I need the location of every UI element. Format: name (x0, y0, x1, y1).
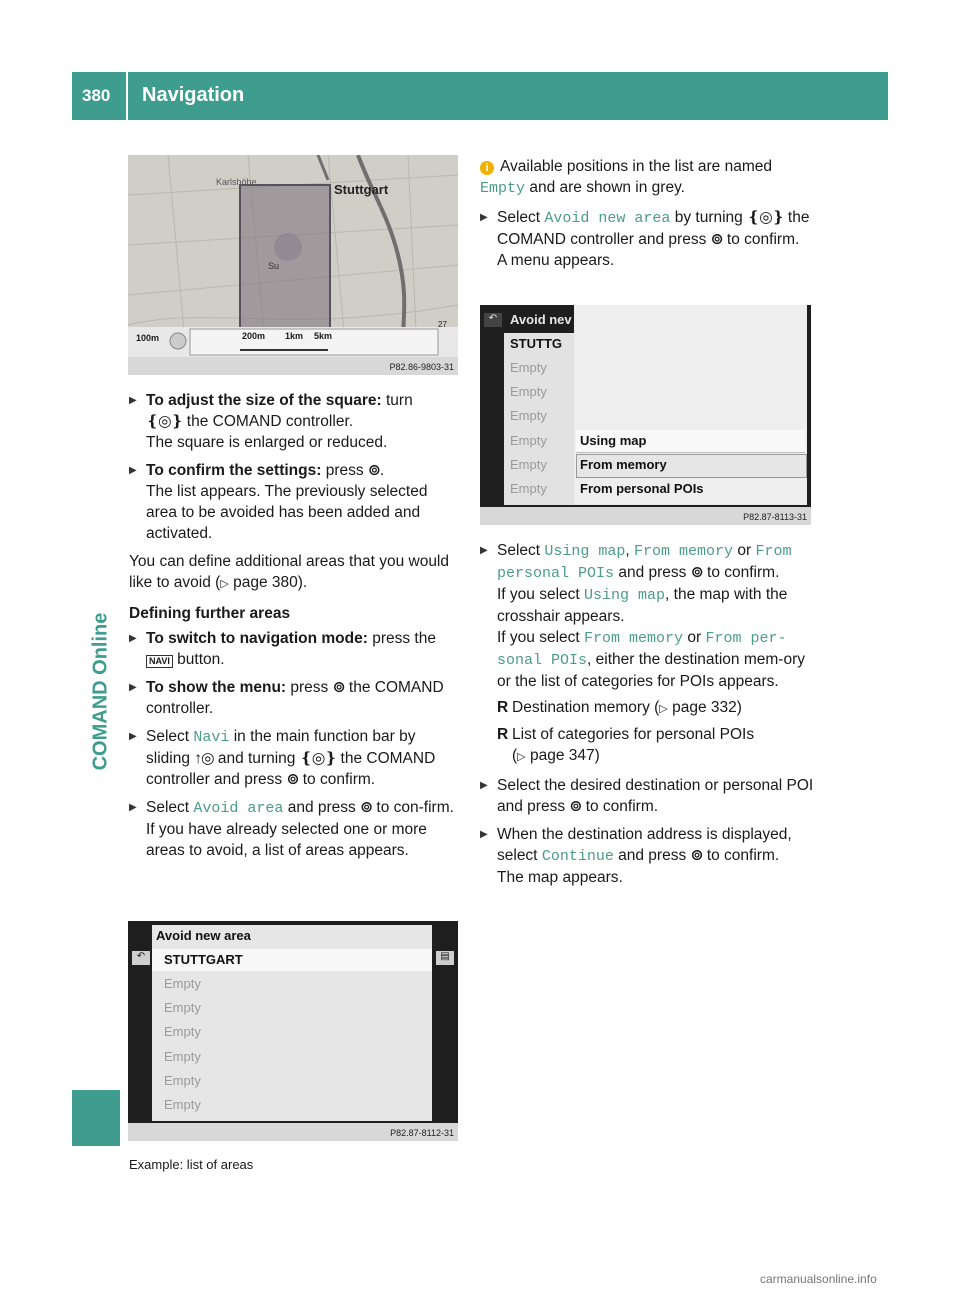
menu-title: Avoid nev (510, 312, 572, 327)
page-number: 380 (82, 86, 111, 105)
list-row-empty-3: Empty (164, 1024, 201, 1039)
menu-row-empty-4: Empty (510, 433, 547, 448)
press-controller-icon: ⊚ (360, 799, 373, 816)
section-sidebar (86, 380, 116, 1020)
map-label-karlshohe: Karlshöhe (216, 177, 257, 187)
option-from-memory[interactable]: From memory (580, 457, 667, 472)
step-confirm-settings: ▶ To confirm the settings: press ⊚. The list appears. The previously selected area to be avoided has been added and activated. (129, 460, 461, 544)
press-controller-icon: ⊚ (286, 771, 299, 788)
figure-reference: P82.87-8113-31 (743, 512, 807, 522)
left-column-text (129, 390, 461, 868)
press-controller-icon: ⊚ (710, 231, 723, 248)
page-header (72, 72, 888, 120)
bullet-personal-pois: R List of categories for personal POIs (▷ page 347) (497, 726, 755, 764)
map-figure (128, 155, 458, 375)
step-adjust-square: ▶ To adjust the size of the square: turn ❴◎❵ the COMAND controller. The square is enlarged or reduced. (129, 390, 461, 453)
turn-controller-icon: ❴◎❵ (299, 750, 337, 767)
map-number: 27 (438, 320, 447, 329)
step-continue: ▶ When the destination address is displayed, select Continue and press ⊚ to confirm. The map appears. (480, 824, 814, 888)
page-title: Navigation (142, 84, 245, 106)
map-illustration (128, 155, 458, 375)
step-navigation-mode: ▶ To switch to navigation mode: press the NAVI button. (129, 628, 461, 670)
turn-controller-icon: ❴◎❵ (146, 413, 183, 430)
option-from-personal-pois[interactable]: From personal POIs (580, 481, 704, 496)
menu-row-empty-5: Empty (510, 457, 547, 472)
step-select-avoid-new-area: ▶ Select Avoid new area by turning ❴◎❵ the COMAND controller and press ⊚ to confirm. A menu appears. (480, 207, 814, 271)
section-heading: Defining further areas (129, 605, 291, 622)
press-controller-icon: ⊚ (367, 462, 380, 479)
figure-reference: P82.86-9803-31 (389, 362, 454, 372)
section-tab (72, 1090, 120, 1146)
navi-button-icon: NAVI (146, 655, 173, 668)
list-row-empty-5: Empty (164, 1073, 201, 1088)
list-title: Avoid new area (156, 928, 251, 943)
list-row-empty-4: Empty (164, 1049, 201, 1064)
map-scale-5km: 5km (314, 331, 333, 341)
avoid-menu-figure (480, 305, 811, 525)
list-row-empty-6: Empty (164, 1097, 201, 1112)
list-row-empty-1: Empty (164, 976, 201, 991)
press-controller-icon: ⊚ (332, 679, 345, 696)
ref-arrow-icon: ▷ (659, 703, 668, 715)
info-note: i Available positions in the list are named Empty and are shown in grey. (480, 158, 772, 197)
footer-watermark: carmanualsonline.info (760, 1272, 877, 1286)
section-label: COMAND Online (89, 612, 112, 771)
back-icon: ↶ (484, 313, 502, 327)
figure-caption: Example: list of areas (129, 1157, 254, 1172)
step-select-navi: ▶ Select Navi in the main function bar by sliding ↑◎ and turning ❴◎❵ the COMAND controller and press ⊚ to confirm. (129, 726, 461, 790)
area-list-figure (128, 921, 458, 1141)
menu-row-empty-3: Empty (510, 408, 547, 423)
map-scale-1km: 1km (285, 331, 304, 341)
press-controller-icon: ⊚ (690, 847, 703, 864)
slide-controller-icon: ↑◎ (194, 750, 214, 767)
press-controller-icon: ⊚ (569, 798, 582, 815)
option-using-map[interactable]: Using map (580, 433, 647, 448)
list-row-empty-2: Empty (164, 1000, 201, 1015)
turn-controller-icon: ❴◎❵ (747, 209, 784, 226)
menu-row-empty-6: Empty (510, 481, 547, 496)
step-select-destination: ▶ Select the desired destination or personal POI and press ⊚ to confirm. (480, 775, 814, 817)
menu-row-empty-1: Empty (510, 360, 547, 375)
ref-arrow-icon: ▷ (517, 751, 526, 763)
menu-row-empty-2: Empty (510, 384, 547, 399)
step-show-menu: ▶ To show the menu: press ⊚ the COMAND controller. (129, 677, 461, 719)
bullet-destination-memory: R Destination memory (▷ page 332) (497, 699, 742, 716)
menu-row-stuttgart: STUTTG (510, 336, 562, 351)
right-column-bottom (480, 540, 814, 895)
map-scale-100m: 100m (136, 333, 160, 343)
info-icon: i (480, 161, 494, 175)
paragraph-additional-areas: You can define additional areas that you would like to avoid (▷ page 380). (129, 553, 449, 591)
ref-arrow-icon: ▷ (220, 578, 229, 590)
list-row-stuttgart: STUTTGART (164, 952, 243, 967)
side-menu-icon: ▤ (436, 951, 454, 965)
figure-reference: P82.87-8112-31 (390, 1128, 454, 1138)
map-label-stuttgart: Stuttgart (334, 182, 389, 197)
step-select-avoid-area: ▶ Select Avoid area and press ⊚ to con-firm. If you have already selected one or more areas to avoid, a list of areas appears. (129, 797, 461, 861)
press-controller-icon: ⊚ (690, 564, 703, 581)
back-icon: ↶ (132, 951, 150, 965)
step-select-source: ▶ Select Using map, From memory or From personal POIs and press ⊚ to confirm. If you select Using map, the map with the crosshair appears. If you select From memory or From per-sonal POIs, either the destination mem-ory or the list of categories for POIs appears. R Destination memory (▷ page 332) R List of categories for personal POIs (▷ page 347) (480, 540, 814, 768)
map-label-su: Su (268, 261, 280, 271)
header-divider (126, 72, 128, 120)
map-scale-200m: 200m (242, 331, 266, 341)
right-column-top (480, 156, 814, 278)
